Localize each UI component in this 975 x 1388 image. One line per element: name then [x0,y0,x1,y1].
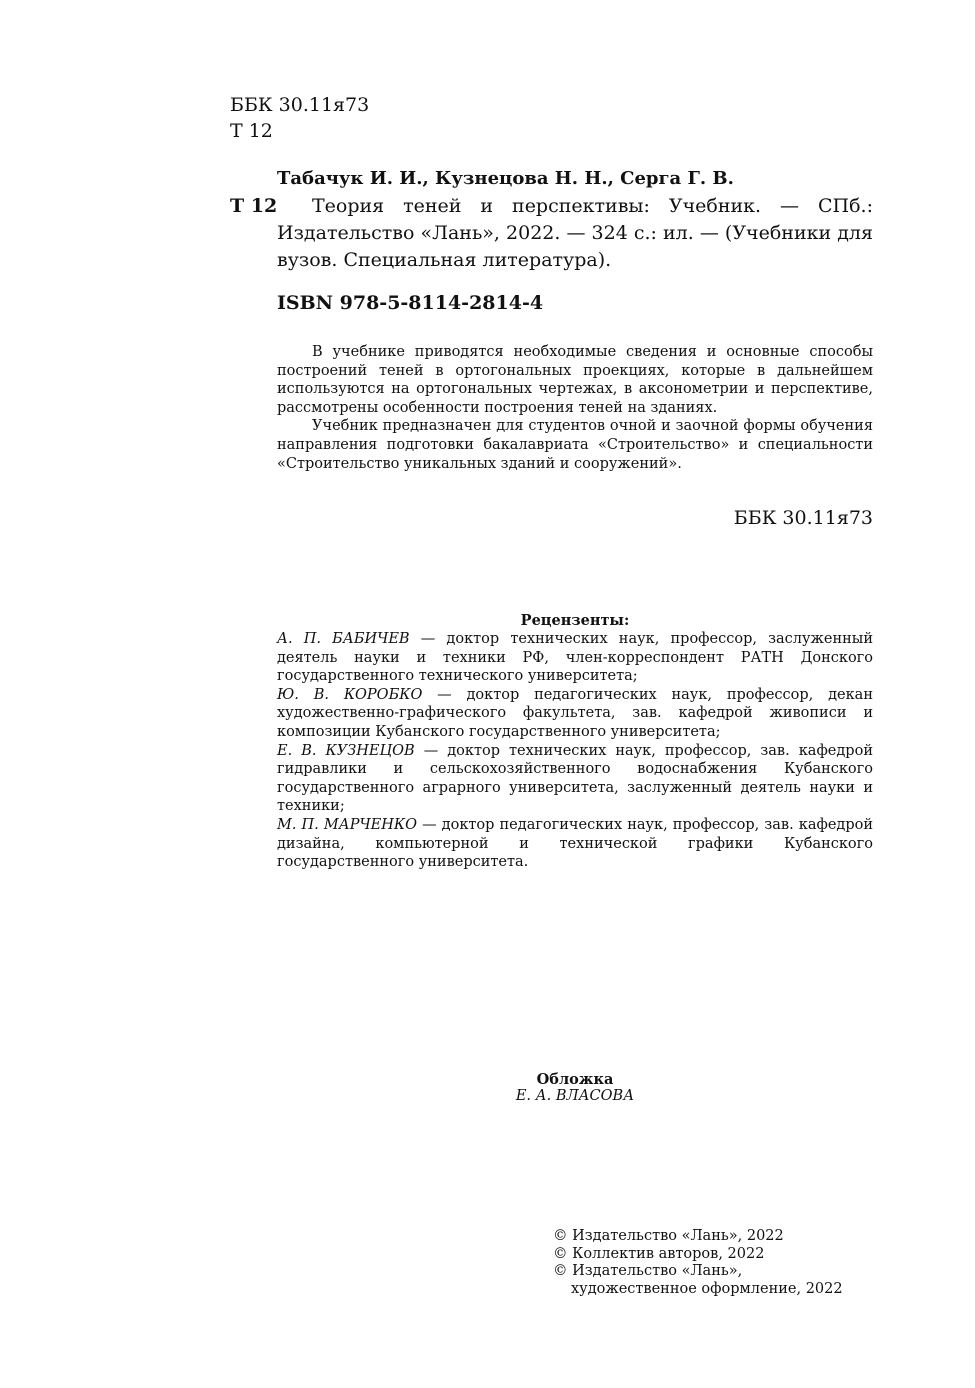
reviewer-entry [277,742,873,816]
copyright-line: © Издательство «Лань», 2022 [553,1228,784,1244]
abstract [277,343,873,473]
reviewer-description: — доктор педагогических наук, профессор, декан художественно-графического факультета, зав. кафедрой живописи и композиции Кубанского государственного университета; [277,686,873,740]
reviewer-description: — доктор технических наук, профессор, заслуженный деятель науки и техники РФ, член-корреспондент РАТН Донского государственного технического университета; [277,631,874,685]
reviewer-entry [277,816,873,872]
reviewers-list [277,630,873,872]
copyright-block [553,1228,843,1298]
reviewer-entry [277,630,873,686]
author-mark-top: Т 12 [230,120,273,142]
reviewer-entry [277,686,873,742]
reviewer-description: — доктор технических наук, профессор, зав. кафедрой гидравлики и сельскохозяйственного водоснабжения Кубанского государственного аграрного университета, заслуженный деятель науки и техники; [277,742,873,815]
reviewer-description: — доктор педагогических наук, профессор, зав. кафедрой дизайна, компьютерной и технической графики Кубанского государственного университета. [277,816,873,871]
cover-designer-name: Е. А. ВЛАСОВА [515,1088,635,1104]
bbk-classification-top [230,92,369,144]
reviewer-name: Е. В. КУЗНЕЦОВ [277,742,415,759]
abstract-paragraph-1: В учебнике приводятся необходимые сведения и основные способы построений теней в ортогональных проекциях, которые в дальнейшем используются на ортогональных чертежах, в аксонометрии и перспективе, рассмотрены особенности построения теней на зданиях. [277,344,873,416]
reviewer-name: М. П. МАРЧЕНКО [277,816,418,833]
copyright-line: © Издательство «Лань», [553,1263,743,1279]
abstract-paragraph-2: Учебник предназначен для студентов очной и заочной формы обучения направления подготовки бакалавриата «Строительство» и специальности «Строительство уникальных зданий и сооружений». [277,418,873,472]
copyright-line: © Коллектив авторов, 2022 [553,1245,765,1262]
reviewer-name: А. П. БАБИЧЕВ [277,631,410,647]
reviewers-title: Рецензенты: [520,612,630,629]
authors-line: Табачук И. И., Кузнецова Н. Н., Серга Г. В. [277,168,734,189]
bbk-classification-bottom: ББК 30.11я73 [733,507,873,529]
copyright-line: художественное оформление, 2022 [571,1280,843,1297]
cover-credit-title: Обложка [536,1071,614,1088]
catalog-code: Т 12 [230,195,278,217]
isbn: ISBN 978-5-8114-2814-4 [277,292,544,314]
bibliographic-citation: Теория теней и перспективы: Учебник. — СПб.: Издательство «Лань», 2022. — 324 с.: ил. — (Учебники для вузов. Специальная литература). [277,195,873,271]
reviewer-name: Ю. В. КОРОБКО [277,686,423,703]
bbk-code-top: ББК 30.11я73 [230,94,370,116]
